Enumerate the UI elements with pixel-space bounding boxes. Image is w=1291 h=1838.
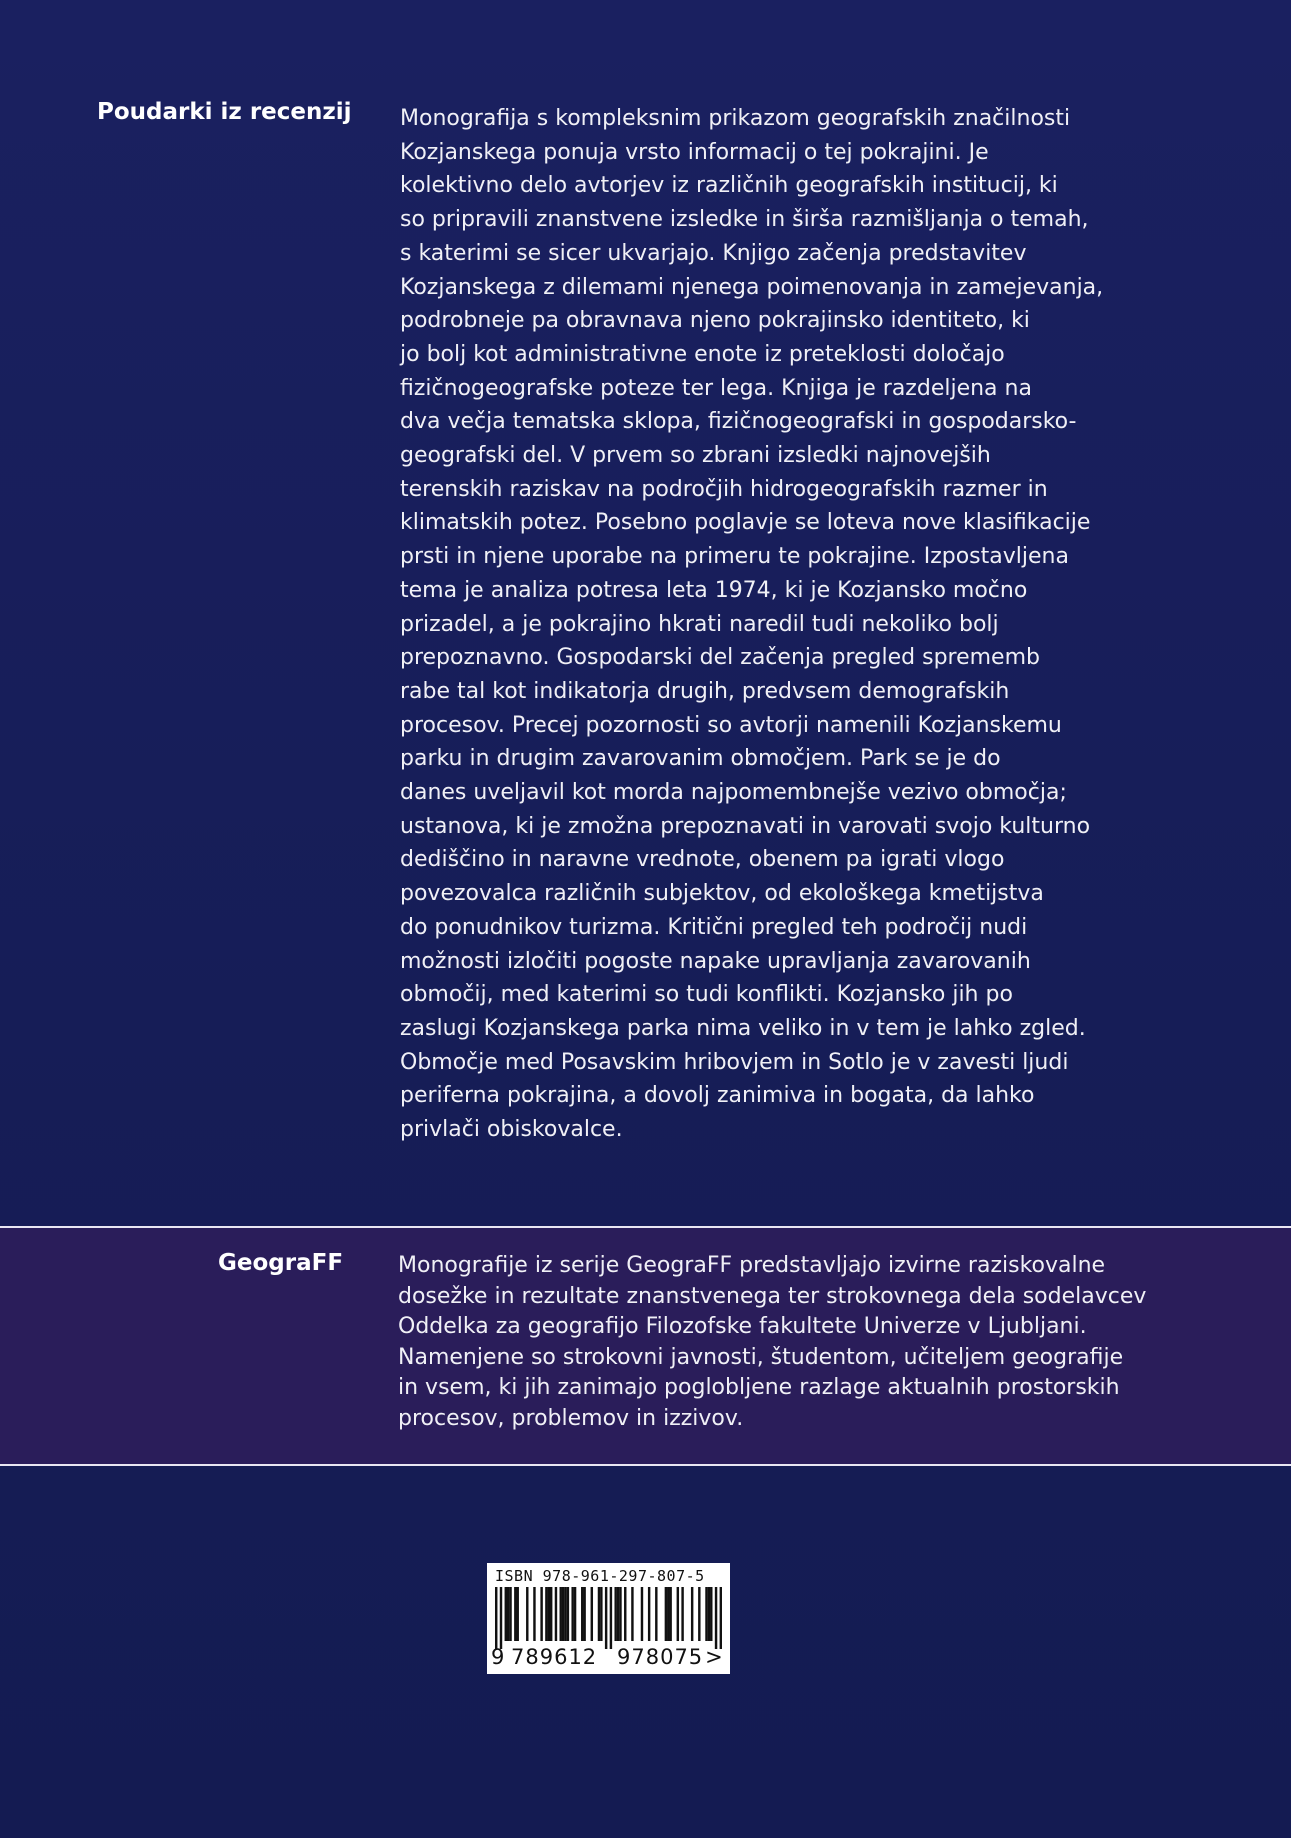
review-line: do ponudnikov turizma. Kritični pregled teh področij nudi [400,914,1028,940]
barcode-digits-right: 978075 [617,1645,704,1669]
review-line: prizadel, a je pokrajino hkrati naredil tudi nekoliko bolj [400,611,999,637]
barcode-bar [667,1587,669,1641]
barcode-digits-left: 789612 [511,1645,598,1669]
series-line: procesov, problemov in izzivov. [398,1405,744,1431]
review-line: klimatskih potez. Posebno poglavje se loteva nove klasifikacije [400,510,1091,536]
review-line: s katerimi se sicer ukvarjajo. Knjigo začenja predstavitev [400,240,1027,266]
series-line: in vsem, ki jih zanimajo poglobljene razlage aktualnih prostorskih [398,1375,1120,1401]
review-line: Območje med Posavskim hribovjem in Sotlo je v zavesti ljudi [400,1049,1069,1075]
barcode-bar [617,1587,619,1641]
barcode-bar [691,1587,693,1641]
review-line: Kozjanskega z dilemami njenega poimenovanja in zamejevanja, [400,274,1104,300]
barcode-bar [505,1587,507,1641]
barcode-bar [571,1587,573,1641]
review-line: zaslugi Kozjanskega parka nima veliko in v tem je lahko zgled. [400,1015,1086,1041]
series-line: dosežke in rezultate znanstvenega ter strokovnega dela sodelavcev [398,1283,1147,1309]
review-line: ustanova, ki je zmožna prepoznavati in varovati svojo kulturno [400,813,1091,839]
review-heading: Poudarki iz recenzij [97,99,352,125]
barcode-digits [491,1645,726,1669]
barcode-bar [614,1587,616,1641]
barcode-bar [509,1587,511,1641]
review-line: geografski del. V prvem so zbrani izsledki najnovejših [400,443,991,469]
barcode-bar [710,1587,712,1641]
barcode-bar [677,1587,679,1641]
review-line: Kozjanskega ponuja vrsto informacij o tej pokrajini. Je [400,139,989,165]
series-body [398,1251,1198,1435]
barcode-bar [715,1587,717,1649]
barcode-bar [517,1587,519,1641]
barcode-bars [495,1587,722,1649]
barcode-bar [624,1587,626,1641]
review-line: privlači obiskovalce. [400,1117,623,1143]
barcode-bar [567,1587,569,1641]
barcode-bar [698,1587,700,1641]
review-line: prsti in njene uporabe na primeru te pokrajine. Izpostavljena [400,544,1069,570]
review-line: dva večja tematska sklopa, fizičnogeografski in gospodarsko- [400,409,1077,435]
review-line: tema je analiza potresa leta 1974, ki je Kozjansko močno [400,577,1028,603]
series-line: Namenjene so strokovni javnosti, študentom, učiteljem geografije [398,1344,1124,1370]
barcode-bar [495,1587,497,1649]
barcode-bar [598,1587,600,1641]
review-line: periferna pokrajina, a dovolj zanimiva in bogata, da lahko [400,1083,1035,1109]
barcode-bar [605,1587,607,1649]
barcode-bar [526,1587,528,1641]
barcode-bar [514,1587,516,1641]
review-body [400,102,1200,1147]
isbn-barcode [487,1563,730,1674]
barcode-bar [562,1587,564,1641]
barcode-bar [648,1587,650,1641]
barcode-bar [540,1587,542,1641]
barcode-bar [655,1587,657,1641]
barcode-bar [705,1587,707,1641]
review-line: dediščino in naravne vrednote, obenem pa igrati vlogo [400,847,1005,873]
review-line: so pripravili znanstvene izsledke in širša razmišljanja o temah, [400,207,1089,233]
series-line: Monografije iz serije GeograFF predstavljajo izvirne raziskovalne [398,1253,1106,1278]
barcode-bar [548,1587,550,1641]
barcode-bar [507,1587,509,1641]
review-line: kolektivno delo avtorjev iz različnih geografskih institucij, ki [400,173,1058,199]
barcode-quiet-zone-mark: > [705,1645,723,1669]
review-line: parku in drugim zavarovanim območjem. Park se je do [400,746,1001,772]
barcode-bar [631,1587,633,1641]
barcode-bar [581,1587,583,1641]
barcode-bar [669,1587,671,1641]
barcode-bar [641,1587,643,1641]
barcode-bar [708,1587,710,1641]
barcode-bar [583,1587,585,1641]
barcode-bar [600,1587,602,1641]
barcode-bar [574,1587,576,1641]
barcode-bar [591,1587,593,1641]
review-line: terenskih raziskav na področjih hidrogeografskih razmer in [400,476,1048,502]
barcode-bar [720,1587,722,1649]
barcode-bar [560,1587,562,1641]
series-line: Oddelka za geografijo Filozofske fakultete Univerze v Ljubljani. [398,1314,1087,1340]
barcode-bar [500,1587,502,1649]
barcode-bar [555,1587,557,1641]
barcode-digit-first: 9 [491,1645,505,1669]
review-line: možnosti izločiti pogoste napake upravljanja zavarovanih [400,948,1031,974]
review-line: rabe tal kot indikatorja drugih, predvsem demografskih [400,678,1010,704]
barcode-bar [533,1587,535,1641]
barcode-bar [550,1587,552,1641]
review-line: fizičnogeografske poteze ter lega. Knjiga je razdeljena na [400,375,1032,401]
review-line: prepoznavno. Gospodarski del začenja pregled sprememb [400,645,1040,671]
series-heading: GeograFF [218,1250,344,1276]
barcode-bar [610,1587,612,1649]
review-line: danes uveljavil kot morda najpomembnejše vezivo območja; [400,780,1067,806]
review-line: procesov. Precej pozornosti so avtorji namenili Kozjanskemu [400,712,1062,738]
barcode-bar [665,1587,667,1641]
barcode-bar [545,1587,547,1641]
review-line: povezovalca različnih subjektov, od ekološkega kmetijstva [400,881,1044,907]
barcode-bar [619,1587,621,1641]
review-line: Monografija s kompleksnim prikazom geografskih značilnosti [400,106,1071,131]
review-line: jo bolj kot administrativne enote iz preteklosti določajo [400,341,1005,367]
isbn-label: ISBN 978-961-297-807-5 [495,1567,705,1585]
barcode-bar [564,1587,566,1641]
review-line: območij, med katerimi so tudi konflikti. Kozjansko jih po [400,982,1013,1008]
barcode-bar [681,1587,683,1641]
review-line: podrobneje pa obravnava njeno pokrajinsko identiteto, ki [400,308,1030,334]
